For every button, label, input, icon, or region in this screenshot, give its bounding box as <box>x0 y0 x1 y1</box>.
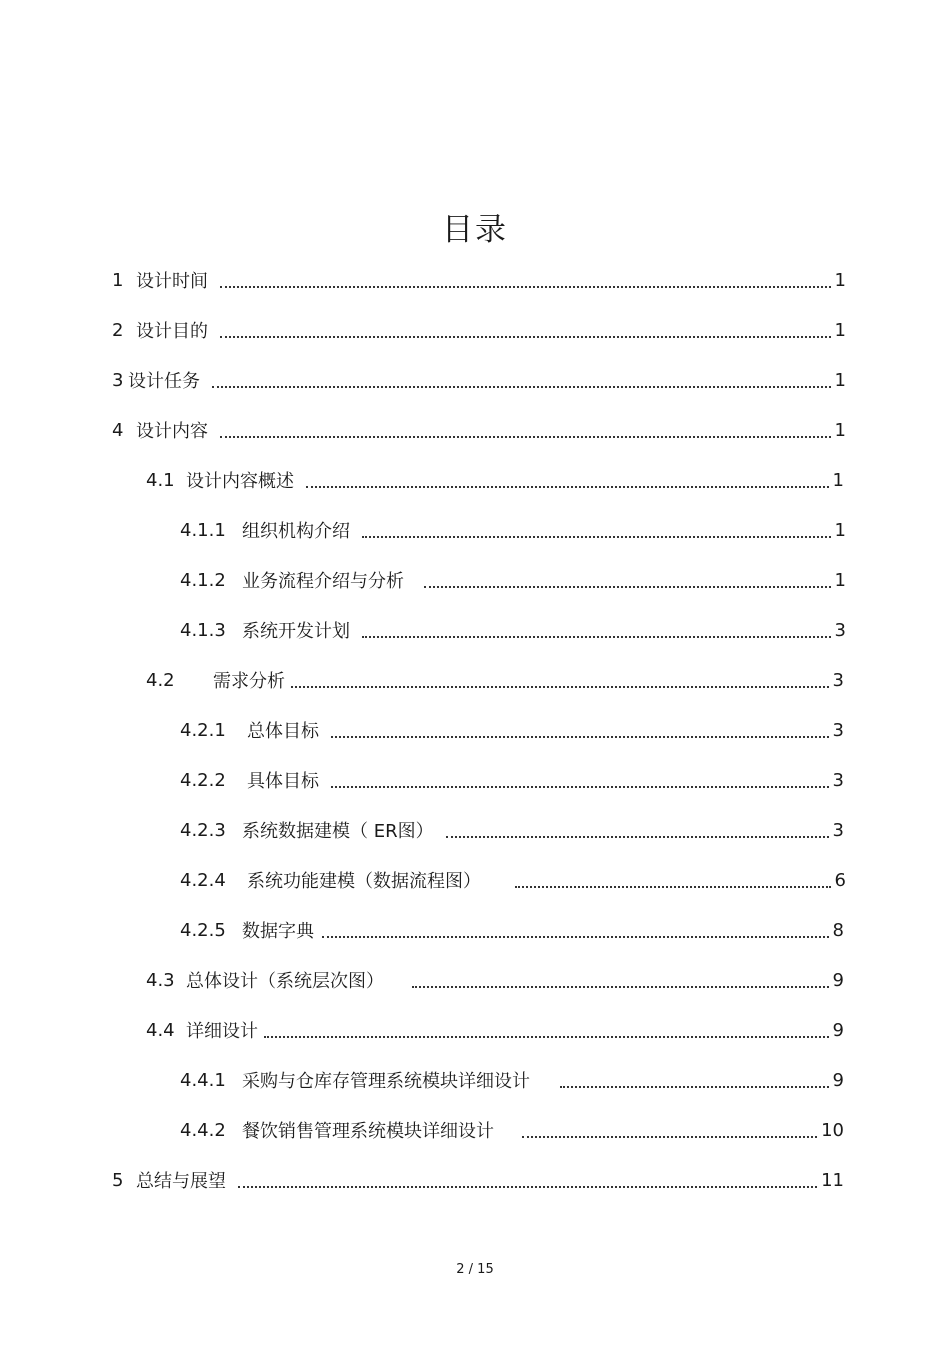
toc-entry-number: 4.2.3 <box>180 819 226 841</box>
toc-entry-label: 需求分析 <box>213 671 285 692</box>
toc-entry-page: 1 <box>834 419 846 441</box>
toc-entry[interactable] <box>146 460 844 500</box>
toc-entry-page: 9 <box>832 1069 844 1091</box>
toc-entry[interactable] <box>180 910 844 950</box>
toc-entry[interactable] <box>112 310 846 350</box>
toc-entry-number: 2 <box>112 319 124 341</box>
toc-entry-page: 1 <box>834 519 846 541</box>
toc-entry-label: 总体设计（系统层次图） <box>186 971 384 992</box>
toc-entry-page: 3 <box>832 669 844 691</box>
toc-entry-number: 5 <box>112 1169 124 1191</box>
toc-entry-number: 4.1 <box>146 469 175 491</box>
toc-entry[interactable] <box>146 960 844 1000</box>
toc-entry[interactable] <box>146 660 844 700</box>
toc-leader-dots <box>238 1160 817 1200</box>
toc-leader-dots <box>362 510 831 550</box>
toc-entry-page: 3 <box>834 619 846 641</box>
toc-entry-number: 4.2.5 <box>180 919 226 941</box>
toc-entry-label: 餐饮销售管理系统模块详细设计 <box>242 1121 494 1142</box>
toc-entry-page: 8 <box>832 919 844 941</box>
toc-entry-number: 4.2.1 <box>180 719 226 741</box>
toc-entry-label: 组织机构介绍 <box>242 521 350 542</box>
toc-entry-label: 设计内容概述 <box>186 471 294 492</box>
toc-leader-dots <box>220 310 831 350</box>
toc-entry-page: 1 <box>834 369 846 391</box>
toc-entry[interactable] <box>112 410 846 450</box>
toc-entry-label: 设计任务 <box>128 371 200 392</box>
toc-entry-label: 系统开发计划 <box>242 621 350 642</box>
toc-entry-number: 4.2.4 <box>180 869 226 891</box>
toc-leader-dots <box>331 710 829 750</box>
toc-entry-page: 9 <box>832 969 844 991</box>
page-number-footer: 2 / 15 <box>456 1262 494 1277</box>
toc-entry-number: 4.4 <box>146 1019 175 1041</box>
toc-entry-page: 1 <box>834 269 846 291</box>
toc-leader-dots <box>220 410 831 450</box>
toc-entry-number: 4.2 <box>146 669 175 691</box>
toc-entry-number: 4.4.1 <box>180 1069 226 1091</box>
toc-leader-dots <box>331 760 829 800</box>
toc-entry-label: 业务流程介绍与分析 <box>242 571 404 592</box>
toc-entry-page: 11 <box>821 1169 844 1191</box>
toc-entry-label: 总体目标 <box>247 721 319 742</box>
toc-entry-number: 1 <box>112 269 124 291</box>
toc-leader-dots <box>362 610 831 650</box>
toc-entry-label: 系统数据建模（ ER图） <box>242 821 434 842</box>
toc-entry-label: 总结与展望 <box>136 1171 226 1192</box>
toc-entry-page: 1 <box>832 469 844 491</box>
toc-leader-dots <box>412 960 829 1000</box>
toc-entry-label: 设计内容 <box>136 421 208 442</box>
toc-entry[interactable] <box>112 360 846 400</box>
toc-entry[interactable] <box>180 760 844 800</box>
toc-title: 目录 <box>442 212 508 248</box>
toc-entry-number: 4.4.2 <box>180 1119 226 1141</box>
toc-entry-label: 系统功能建模（数据流程图） <box>247 871 481 892</box>
toc-entry-page: 1 <box>834 319 846 341</box>
toc-entry-label: 具体目标 <box>247 771 319 792</box>
toc-entry-label: 数据字典 <box>242 921 314 942</box>
toc-entry-number: 4.1.2 <box>180 569 226 591</box>
toc-leader-dots <box>264 1010 829 1050</box>
toc-entry[interactable] <box>180 1110 844 1150</box>
toc-leader-dots <box>560 1060 829 1100</box>
toc-entry[interactable] <box>180 560 846 600</box>
toc-leader-dots <box>446 810 829 850</box>
toc-entry-page: 3 <box>832 719 844 741</box>
toc-entry[interactable] <box>112 1160 844 1200</box>
toc-leader-dots <box>212 360 831 400</box>
toc-leader-dots <box>322 910 829 950</box>
toc-entry[interactable] <box>180 1060 844 1100</box>
toc-leader-dots <box>515 860 831 900</box>
toc-entry-page: 3 <box>832 819 844 841</box>
toc-entry-number: 4 <box>112 419 124 441</box>
toc-entry-page: 6 <box>834 869 846 891</box>
toc-entry-label: 设计时间 <box>136 271 208 292</box>
toc-entry-number: 4.1.1 <box>180 519 226 541</box>
toc-leader-dots <box>291 660 829 700</box>
toc-entry-page: 1 <box>834 569 846 591</box>
toc-entry[interactable] <box>180 510 846 550</box>
toc-entry-page: 3 <box>832 769 844 791</box>
toc-entry-number: 3 <box>112 369 124 391</box>
toc-entry-page: 10 <box>821 1119 844 1141</box>
toc-entry[interactable] <box>146 1010 844 1050</box>
toc-entry-number: 4.2.2 <box>180 769 226 791</box>
toc-leader-dots <box>306 460 829 500</box>
toc-leader-dots <box>220 260 831 300</box>
toc-entry[interactable] <box>180 860 846 900</box>
toc-entry-label: 详细设计 <box>186 1021 258 1042</box>
toc-entry-label: 采购与仓库存管理系统模块详细设计 <box>242 1071 530 1092</box>
toc-leader-dots <box>424 560 831 600</box>
toc-entry[interactable] <box>180 610 846 650</box>
toc-entry-page: 9 <box>832 1019 844 1041</box>
toc-entry[interactable] <box>180 810 844 850</box>
toc-entry[interactable] <box>112 260 846 300</box>
toc-leader-dots <box>522 1110 817 1150</box>
toc-entry-number: 4.1.3 <box>180 619 226 641</box>
toc-entry[interactable] <box>180 710 844 750</box>
toc-entry-label: 设计目的 <box>136 321 208 342</box>
toc-entry-number: 4.3 <box>146 969 175 991</box>
